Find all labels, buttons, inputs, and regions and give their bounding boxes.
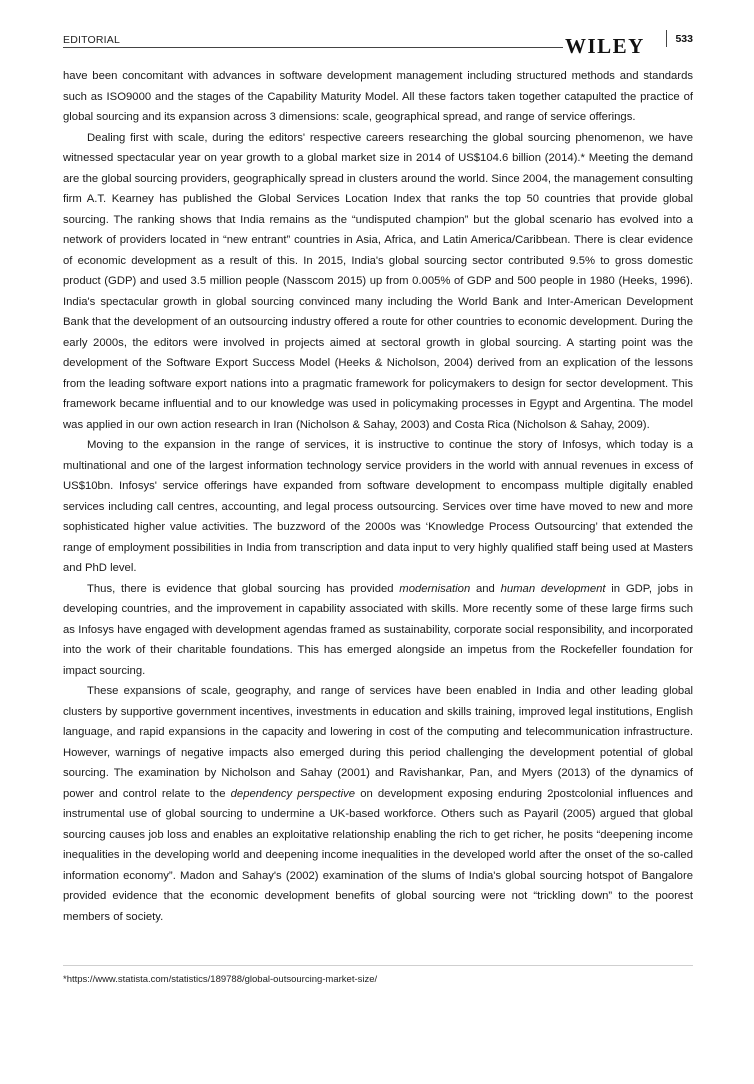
text-run: Moving to the expansion in the range of services, it is instructive to continue the story of Infosys, which today is a multinational and one of the largest information technology service providers in the world with annual revenues in excess of US$10bn. Infosys' service offerings have expanded from software development to encompass multiple digitally enabled services including call centres, accounting, and legal process outsourcing. Services over time have moved to new and more sophisticated higher value activities. The buzzword of the 2000s was ‘Knowledge Process Outsourcing’ that extended the range of employment possibilities in India from transcription and data input to very highly qualified staff being used at Masters and PhD level. (63, 439, 693, 574)
text-run: and (470, 582, 501, 595)
paragraph-4 (63, 579, 693, 682)
text-run: Thus, there is evidence that global sourcing has provided (87, 582, 400, 595)
text-run: These expansions of scale, geography, and range of services have been enabled in India and other leading global clusters by supportive government incentives, investments in education and skills training, improved legal institutions, English language, and rapid expansions in the capacity and lowering in cost of the computing and telecommunication infrastructure. However, warnings of negative impacts also emerged during this period challenging the development potential of global sourcing. The examination by Nicholson and Sahay (2001) and Ravishankar, Pan, and Myers (2013) of the dynamics of power and control relate to the (63, 685, 693, 800)
emphasis-text: modernisation (399, 582, 471, 595)
body-text (63, 66, 693, 927)
section-label: EDITORIAL (63, 34, 121, 46)
header-rule (63, 47, 563, 48)
text-run: on development exposing enduring 2postcolonial influences and instrumental use of global sourcing to undermine a UK-based workforce. Others such as Payaril (2005) argued that global sourcing causes job loss and enables an exploitative relationship enabling the rich to get richer, he posits “deepening income inequalities in the developing world and deepening income inequalities in the developed world after the onset of the so-called information economy”. Madon and Sahay's (2002) examination of the slums of India's global sourcing hotspot of Bangalore provided evidence that the economic development benefits of global sourcing were not “trickling down” to the poorest members of society. (63, 787, 694, 923)
text-run: have been concomitant with advances in software development management including structured methods and standards such as ISO9000 and the stages of the Capability Maturity Model. All these factors taken together catapulted the practice of global sourcing and its expansion across 3 dimensions: scale, geographical spread, and range of service offerings. (63, 70, 693, 123)
emphasis-text: dependency perspective (230, 787, 356, 800)
text-run: Dealing first with scale, during the editors' respective careers researching the global sourcing phenomenon, we have witnessed spectacular year on year growth to a global market size in 2014 of US$104.6 billion (2014).* Meeting the demand are the global sourcing providers, geographically spread in clusters around the world. Since 2004, the management consulting firm A.T. Kearney has published the Global Services Location Index that ranks the top 50 countries that provide global sourcing. The ranking shows that India remains as the “undisputed champion” but the global scenario has evolved into a network of providers located in “new entrant” countries in Asia, Africa, and Latin America/Caribbean. There is clear evidence of economic development as a result of this. In 2015, India's global sourcing sector contributed 9.5% to gross domestic product (GDP) and used 3.5 million people (Nasscom 2015) up from 0.005% of GDP and 500 people in 1980 (Heeks, 1996). India's spectacular growth in global sourcing convinced many including the World Bank and Inter-American Development Bank that the development of an outsourcing industry offered a route for other countries to economic development. During the early 2000s, the editors were involved in projects aimed at sectoral growth in global sourcing. A starting point was the development of the Software Export Success Model (Heeks & Nicholson, 2004) derived from an explication of the lessons from the leading software export nations into a pragmatic framework for policymakers to design for sector development. This framework became influential and to our knowledge was used in policymaking processes in Egypt and Argentina. The model was applied in our own action research in Iran (Nicholson & Sahay, 2003) and Costa Rica (Nicholson & Sahay, 2009). (63, 131, 693, 431)
paragraph-3 (63, 435, 693, 579)
paragraph-5 (63, 681, 693, 927)
text-run: in GDP, jobs in developing countries, and the improvement in capability associated with skills. More recently some of these large firms such as Infosys have engaged with development agendas framed as sustainability, corporate social responsibility, and incorporated into the work of their charitable foundations. This has emerged alongside an impetus from the Rockefeller foundation for impact sourcing. (63, 582, 693, 677)
publisher-logo: WILEY (565, 34, 645, 58)
header-divider (666, 30, 667, 47)
paragraph-1 (63, 66, 693, 128)
footnote-rule (63, 965, 693, 966)
paragraph-2 (63, 128, 693, 436)
footnote: *https://www.statista.com/statistics/189788/global-outsourcing-market-size/ (63, 974, 378, 985)
emphasis-text: human development (500, 582, 606, 595)
page-number: 533 (675, 33, 693, 45)
page-header (63, 30, 693, 60)
